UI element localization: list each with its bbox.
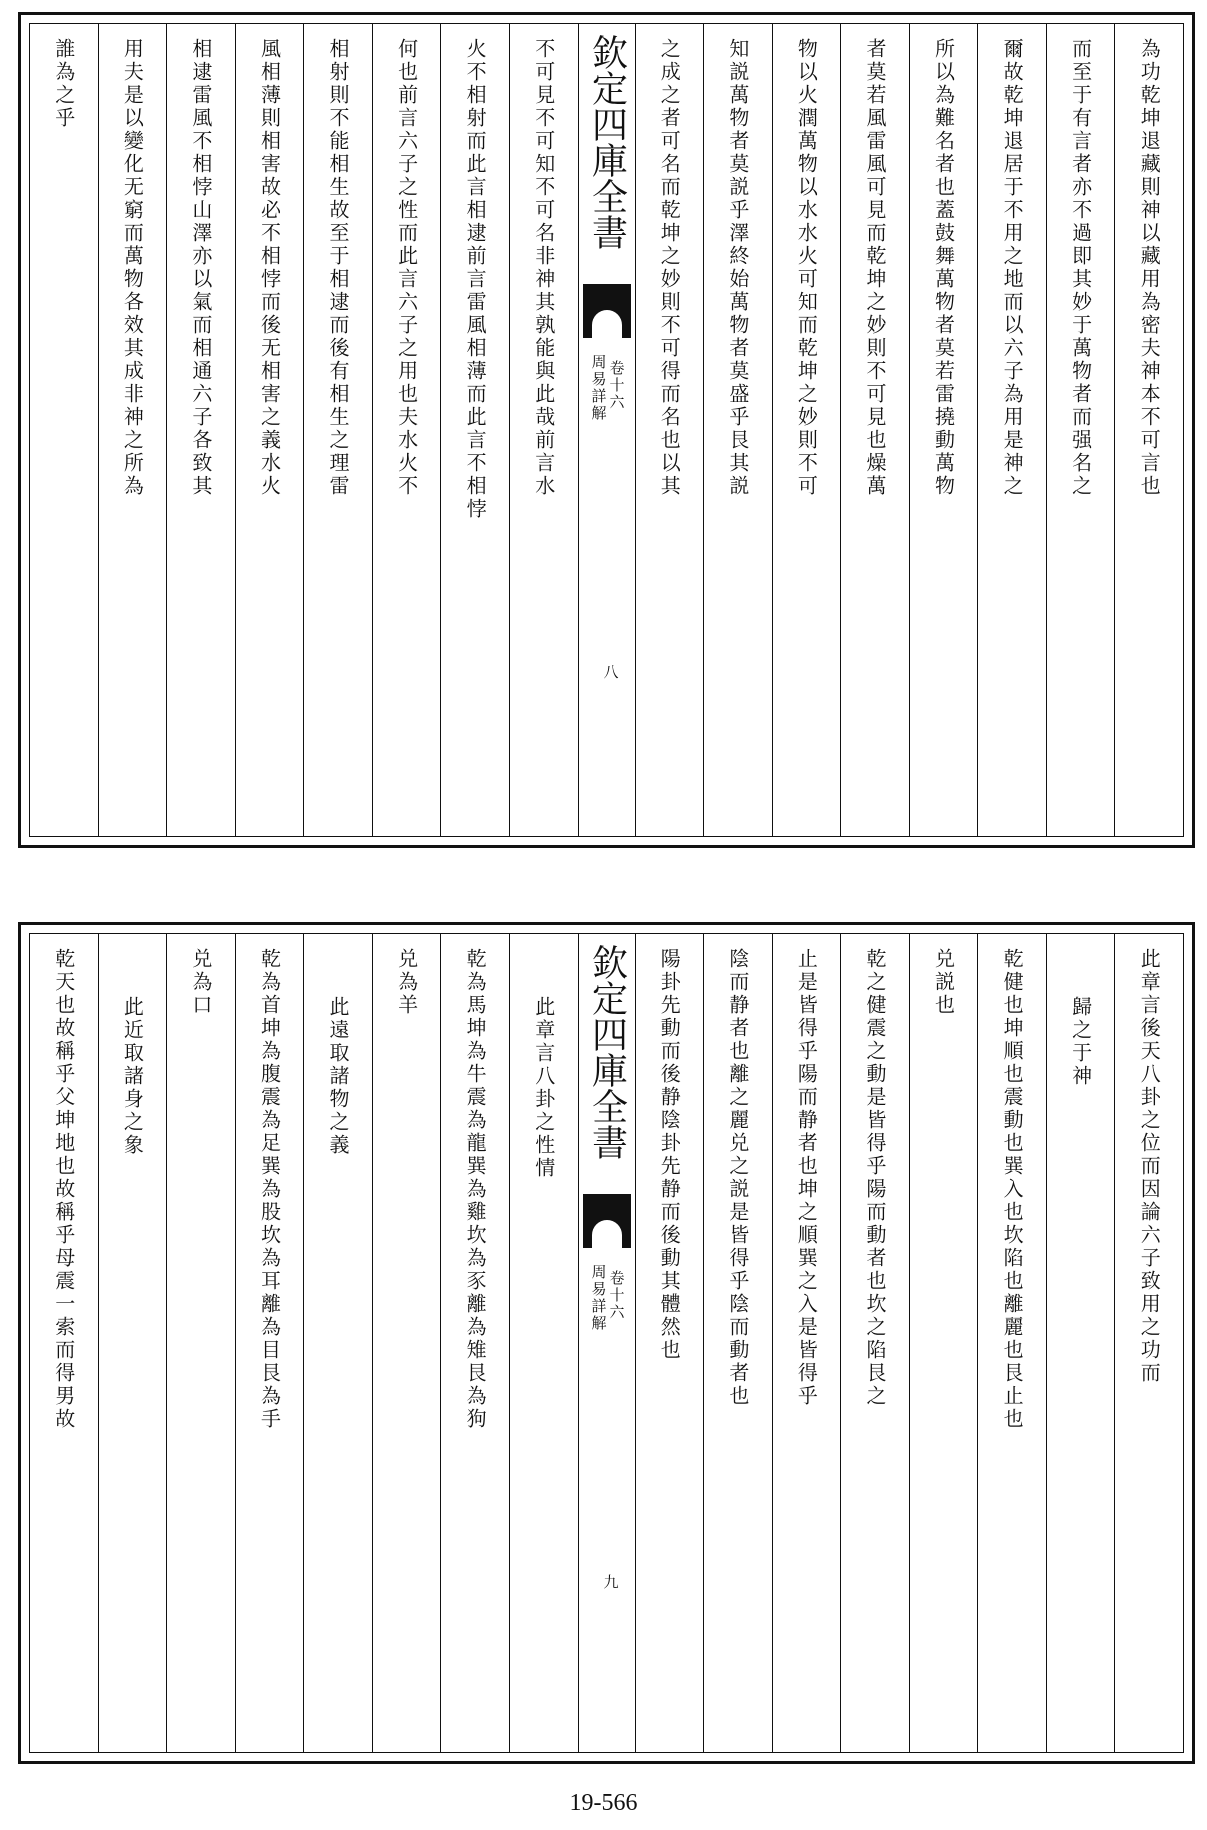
book-title: 周易詳解 (589, 354, 608, 422)
juan-number: 卷十六 (607, 1270, 626, 1321)
text-column: 相逮雷風不相悖山澤亦以氣而相通六子各致其 (166, 24, 235, 836)
text-column: 者莫若風雷風可見而乾坤之妙則不可見也燥萬 (840, 24, 909, 836)
text-column: 何也前言六子之性而此言六子之用也夫水火不 (372, 24, 441, 836)
text-column: 此遠取諸物之義 (303, 934, 372, 1752)
text-column: 爾故乾坤退居于不用之地而以六子為用是神之 (977, 24, 1046, 836)
text-column: 所以為難名者也蓋鼓舞萬物者莫若雷撓動萬物 (909, 24, 978, 836)
leaf-number: 九 (601, 1574, 620, 1589)
library-title: 欽定四庫全書 (586, 34, 628, 250)
text-column: 火不相射而此言相逮前言雷風相薄而此言不相悖 (440, 24, 509, 836)
upper-page-frame (29, 23, 1184, 837)
text-column: 陽卦先動而後静陰卦先静而後動其體然也 (635, 934, 704, 1752)
text-column: 兑為羊 (372, 934, 441, 1752)
leaf-number: 八 (601, 664, 620, 679)
fish-tail-mark-icon (583, 1194, 631, 1248)
text-column: 乾為馬坤為牛震為龍巽為雞坎為豕離為雉艮為狗 (440, 934, 509, 1752)
center-fold (578, 24, 635, 836)
library-title: 欽定四庫全書 (586, 944, 628, 1160)
fish-tail-mark-icon (583, 284, 631, 338)
text-column: 為功乾坤退藏則神以藏用為密夫神本不可言也 (1114, 24, 1183, 836)
text-column: 乾之健震之動是皆得乎陽而動者也坎之陷艮之 (840, 934, 909, 1752)
text-column: 歸之于神 (1046, 934, 1115, 1752)
text-column: 之成之者可名而乾坤之妙則不可得而名也以其 (635, 24, 704, 836)
text-column: 陰而静者也離之麗兑之説是皆得乎陰而動者也 (703, 934, 772, 1752)
text-column: 此章言後天八卦之位而因論六子致用之功而 (1114, 934, 1183, 1752)
text-column: 相射則不能相生故至于相逮而後有相生之理雷 (303, 24, 372, 836)
text-column: 物以火潤萬物以水水火可知而乾坤之妙則不可 (772, 24, 841, 836)
lower-page (18, 922, 1195, 1764)
lower-page-frame (29, 933, 1184, 1753)
text-column: 此章言八卦之性情 (509, 934, 578, 1752)
text-column: 不可見不可知不可名非神其孰能與此哉前言水 (509, 24, 578, 836)
text-column: 知説萬物者莫説乎澤終始萬物者莫盛乎艮其説 (703, 24, 772, 836)
text-column: 乾為首坤為腹震為足巽為股坎為耳離為目艮為手 (235, 934, 304, 1752)
folio-number: 19-566 (569, 1790, 638, 1816)
book-title: 周易詳解 (589, 1264, 608, 1332)
text-column: 兑為口 (166, 934, 235, 1752)
text-column: 兑説也 (909, 934, 978, 1752)
upper-page (18, 12, 1195, 848)
text-column: 誰為之乎 (51, 38, 76, 130)
text-column: 乾天也故稱乎父坤地也故稱乎母震一索而得男故 (51, 948, 76, 1431)
text-column: 乾健也坤順也震動也巽入也坎陷也離麗也艮止也 (977, 934, 1046, 1752)
text-column: 止是皆得乎陽而静者也坤之順巽之入是皆得乎 (772, 934, 841, 1752)
text-column: 用夫是以變化无窮而萬物各效其成非神之所為 (98, 24, 167, 836)
center-fold (578, 934, 635, 1752)
text-column: 風相薄則相害故必不相悖而後无相害之義水火 (235, 24, 304, 836)
text-column: 此近取諸身之象 (98, 934, 167, 1752)
juan-number: 卷十六 (607, 360, 626, 411)
text-column: 而至于有言者亦不過即其妙于萬物者而强名之 (1046, 24, 1115, 836)
